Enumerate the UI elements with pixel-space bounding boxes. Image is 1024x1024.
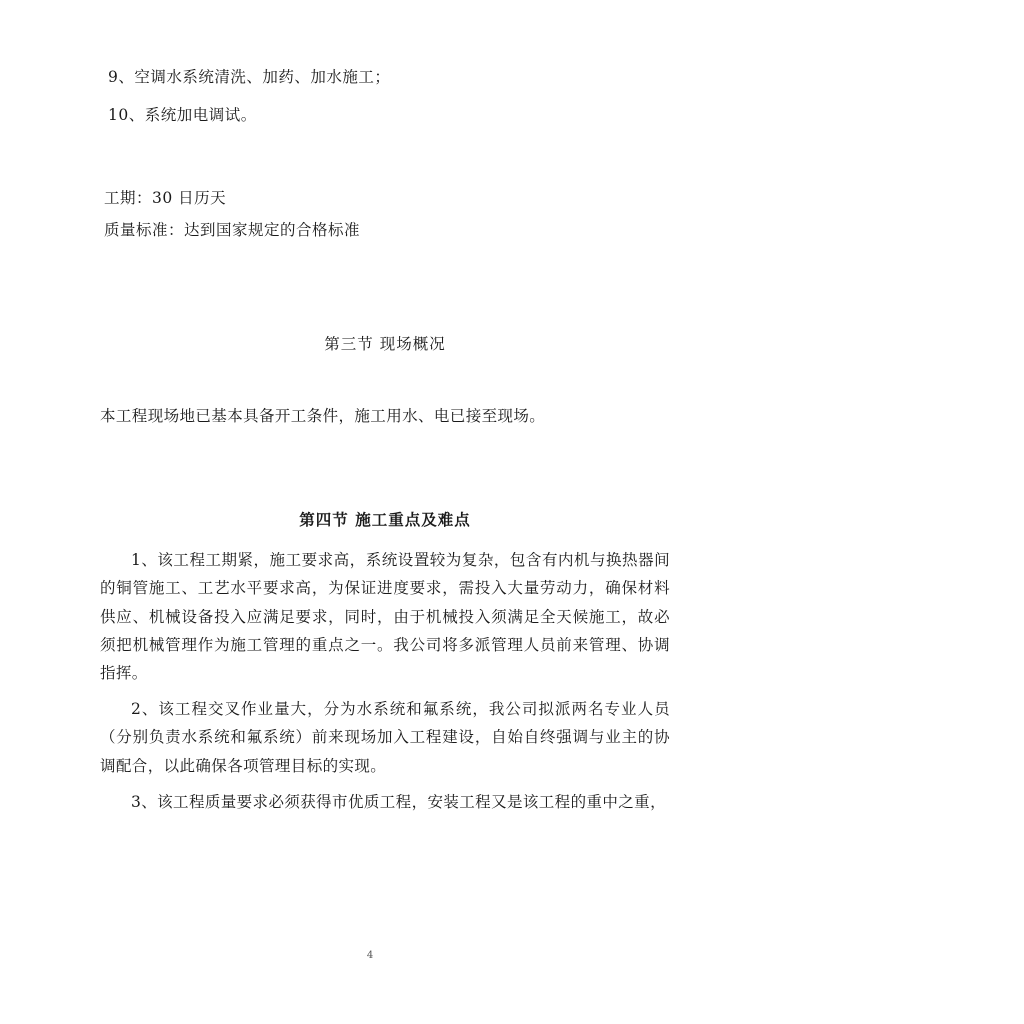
page-number: 4	[366, 950, 374, 961]
list-item: 9、空调水系统清洗、加药、加水施工；	[108, 68, 391, 86]
document-body	[100, 70, 670, 816]
spacer	[100, 143, 670, 191]
spacer	[100, 354, 670, 402]
spacer	[100, 254, 670, 302]
section-four-paragraph-3: 3、该工程质量要求必须获得市优质工程，安装工程又是该工程的重中之重，	[131, 792, 666, 811]
section-four-paragraph-1: 1、该工程工期紧，施工要求高，系统设置较为复杂，包含有内机与换热器间的铜管施工、工艺水平要求高，为保证进度要求，需投入大量劳动力，确保材料供应、机械设备投入应满足要求，同时，由于机械投入须满足全天候施工，故必须把机械管理作为施工管理的重点之一。我公司将多派管理人员前来管理、协调指挥。	[100, 551, 670, 683]
spacer	[100, 687, 670, 695]
project-duration: 工期：30 日历天	[104, 189, 227, 207]
section-heading-three: 第三节 现场概况	[324, 335, 446, 353]
quality-standard: 质量标准：达到国家规定的合格标准	[104, 220, 361, 239]
spacer	[100, 302, 670, 332]
spacer	[100, 430, 670, 478]
spacer	[100, 780, 670, 788]
spacer	[100, 478, 670, 508]
section-heading-four: 第四节 施工重点及难点	[299, 510, 471, 530]
list-item: 10、系统加电调试。	[108, 105, 257, 124]
section-four-paragraph-2: 2、该工程交叉作业量大，分为水系统和氟系统，我公司拟派两名专业人员（分别负责水系统和氟系统）前来现场加入工程建设，自始自终强调与业主的协调配合，以此确保各项管理目标的实现。	[100, 700, 670, 775]
section-three-paragraph: 本工程现场地已基本具备开工条件，施工用水、电已接至现场。	[100, 407, 546, 425]
spacer	[100, 530, 670, 546]
